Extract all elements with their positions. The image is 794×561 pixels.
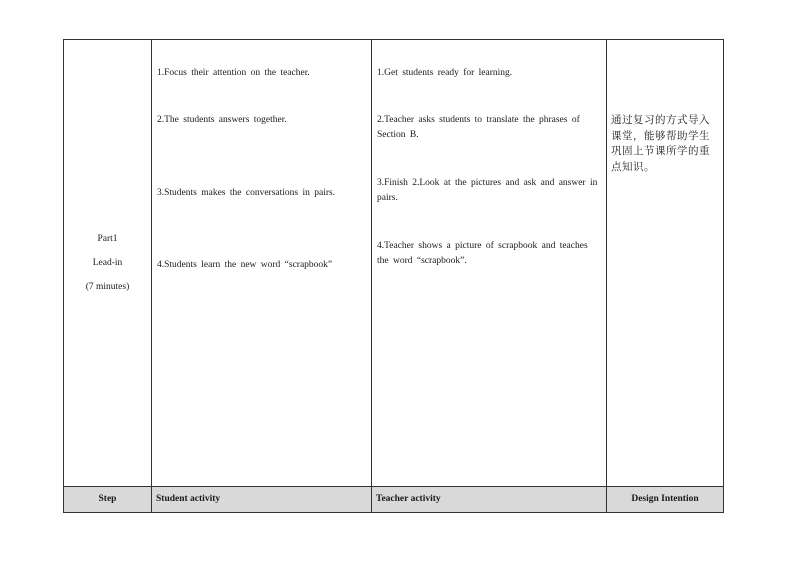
- header-design-intention: Design Intention: [607, 487, 724, 513]
- header-student-activity: Student activity: [152, 487, 372, 513]
- student-activity-3: 3.Students makes the conversations in pairs.: [157, 188, 336, 198]
- teacher-activity-cell: [372, 40, 607, 487]
- design-intention-text: 通过复习的方式导入课堂，能够帮助学生巩固上节课所学的重点知识。: [611, 114, 710, 173]
- lead-in-row: [64, 40, 724, 487]
- teacher-activity-3: 3.Finish 2.Look at the pictures and ask and answer in pairs.: [377, 178, 598, 203]
- student-activity-1: 1.Focus their attention on the teacher.: [157, 68, 310, 78]
- step-duration: (7 minutes): [85, 282, 130, 292]
- header-step: Step: [64, 487, 152, 513]
- student-activity-4: 4.Students learn the new word “scrapbook”: [157, 260, 333, 270]
- design-intention-cell: [607, 40, 724, 487]
- step-cell: [64, 40, 152, 487]
- step-label: [64, 227, 151, 299]
- student-activity-cell: [152, 40, 372, 487]
- step-part: Part1: [97, 234, 118, 244]
- teacher-activity-4: 4.Teacher shows a picture of scrapbook and teaches the word “scrapbook”.: [377, 241, 588, 266]
- student-activity-2: 2.The students answers together.: [157, 115, 287, 125]
- teacher-activity-1: 1.Get students ready for learning.: [377, 68, 513, 78]
- header-teacher-activity: Teacher activity: [372, 487, 607, 513]
- teacher-activity-2: 2.Teacher asks students to translate the phrases of Section B.: [377, 115, 580, 140]
- lesson-plan-table: [63, 39, 724, 513]
- step-name: Lead-in: [92, 258, 123, 268]
- header-row: [64, 487, 724, 513]
